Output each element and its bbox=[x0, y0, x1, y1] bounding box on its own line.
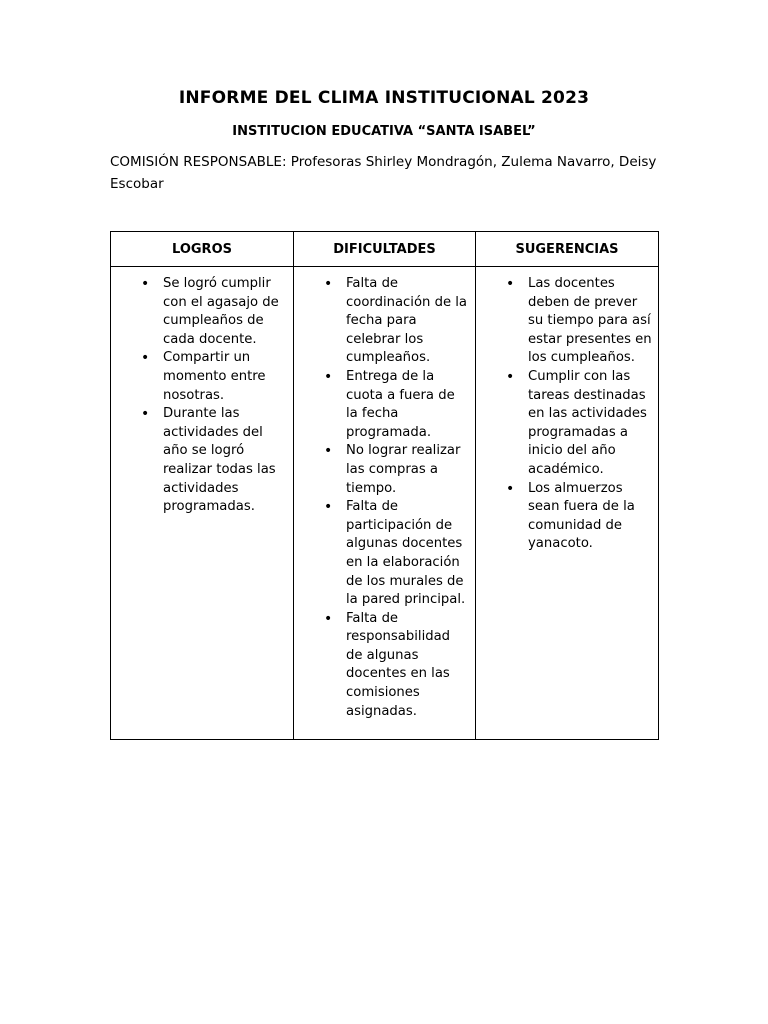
list-item: • Compartir un momento entre nosotras. bbox=[163, 349, 287, 405]
sugerencias-list bbox=[482, 275, 652, 554]
list-item: • Falta de responsabilidad de algunas docentes en las comisiones asignadas. bbox=[346, 610, 469, 722]
list-item: • Se logró cumplir con el agasajo de cumpleaños de cada docente. bbox=[163, 275, 287, 349]
header-logros: LOGROS bbox=[111, 232, 294, 267]
dificultades-list bbox=[300, 275, 469, 721]
logros-cell bbox=[111, 267, 294, 740]
list-item: • Cumplir con las tareas destinadas en las actividades programadas a inicio del año académico. bbox=[528, 368, 652, 480]
list-item: • Entrega de la cuota a fuera de la fecha programada. bbox=[346, 368, 469, 442]
table-row bbox=[111, 267, 659, 740]
list-item: • Falta de coordinación de la fecha para celebrar los cumpleaños. bbox=[346, 275, 469, 368]
logros-list bbox=[117, 275, 287, 517]
document-title: INFORME DEL CLIMA INSTITUCIONAL 2023 bbox=[178, 88, 590, 108]
header-dificultades: DIFICULTADES bbox=[294, 232, 476, 267]
list-item: • Las docentes deben de prever su tiempo para así estar presentes en los cumpleaños. bbox=[528, 275, 652, 368]
dificultades-cell bbox=[294, 267, 476, 740]
institution-name: INSTITUCION EDUCATIVA “SANTA ISABEL” bbox=[232, 124, 536, 139]
commission-text: COMISIÓN RESPONSABLE: Profesoras Shirley Mondragón, Zulema Navarro, Deisy Escobar bbox=[110, 154, 657, 192]
list-item: • Los almuerzos sean fuera de la comunidad de yanacoto. bbox=[528, 480, 652, 554]
list-item: • Durante las actividades del año se logró realizar todas las actividades programadas. bbox=[163, 405, 287, 517]
table-header-row bbox=[111, 232, 659, 267]
list-item: • Falta de participación de algunas docentes en la elaboración de los murales de la pared principal. bbox=[346, 498, 469, 610]
sugerencias-cell bbox=[476, 267, 659, 740]
list-item: • No lograr realizar las compras a tiempo. bbox=[346, 442, 469, 498]
header-sugerencias: SUGERENCIAS bbox=[476, 232, 659, 267]
report-table bbox=[110, 231, 659, 740]
